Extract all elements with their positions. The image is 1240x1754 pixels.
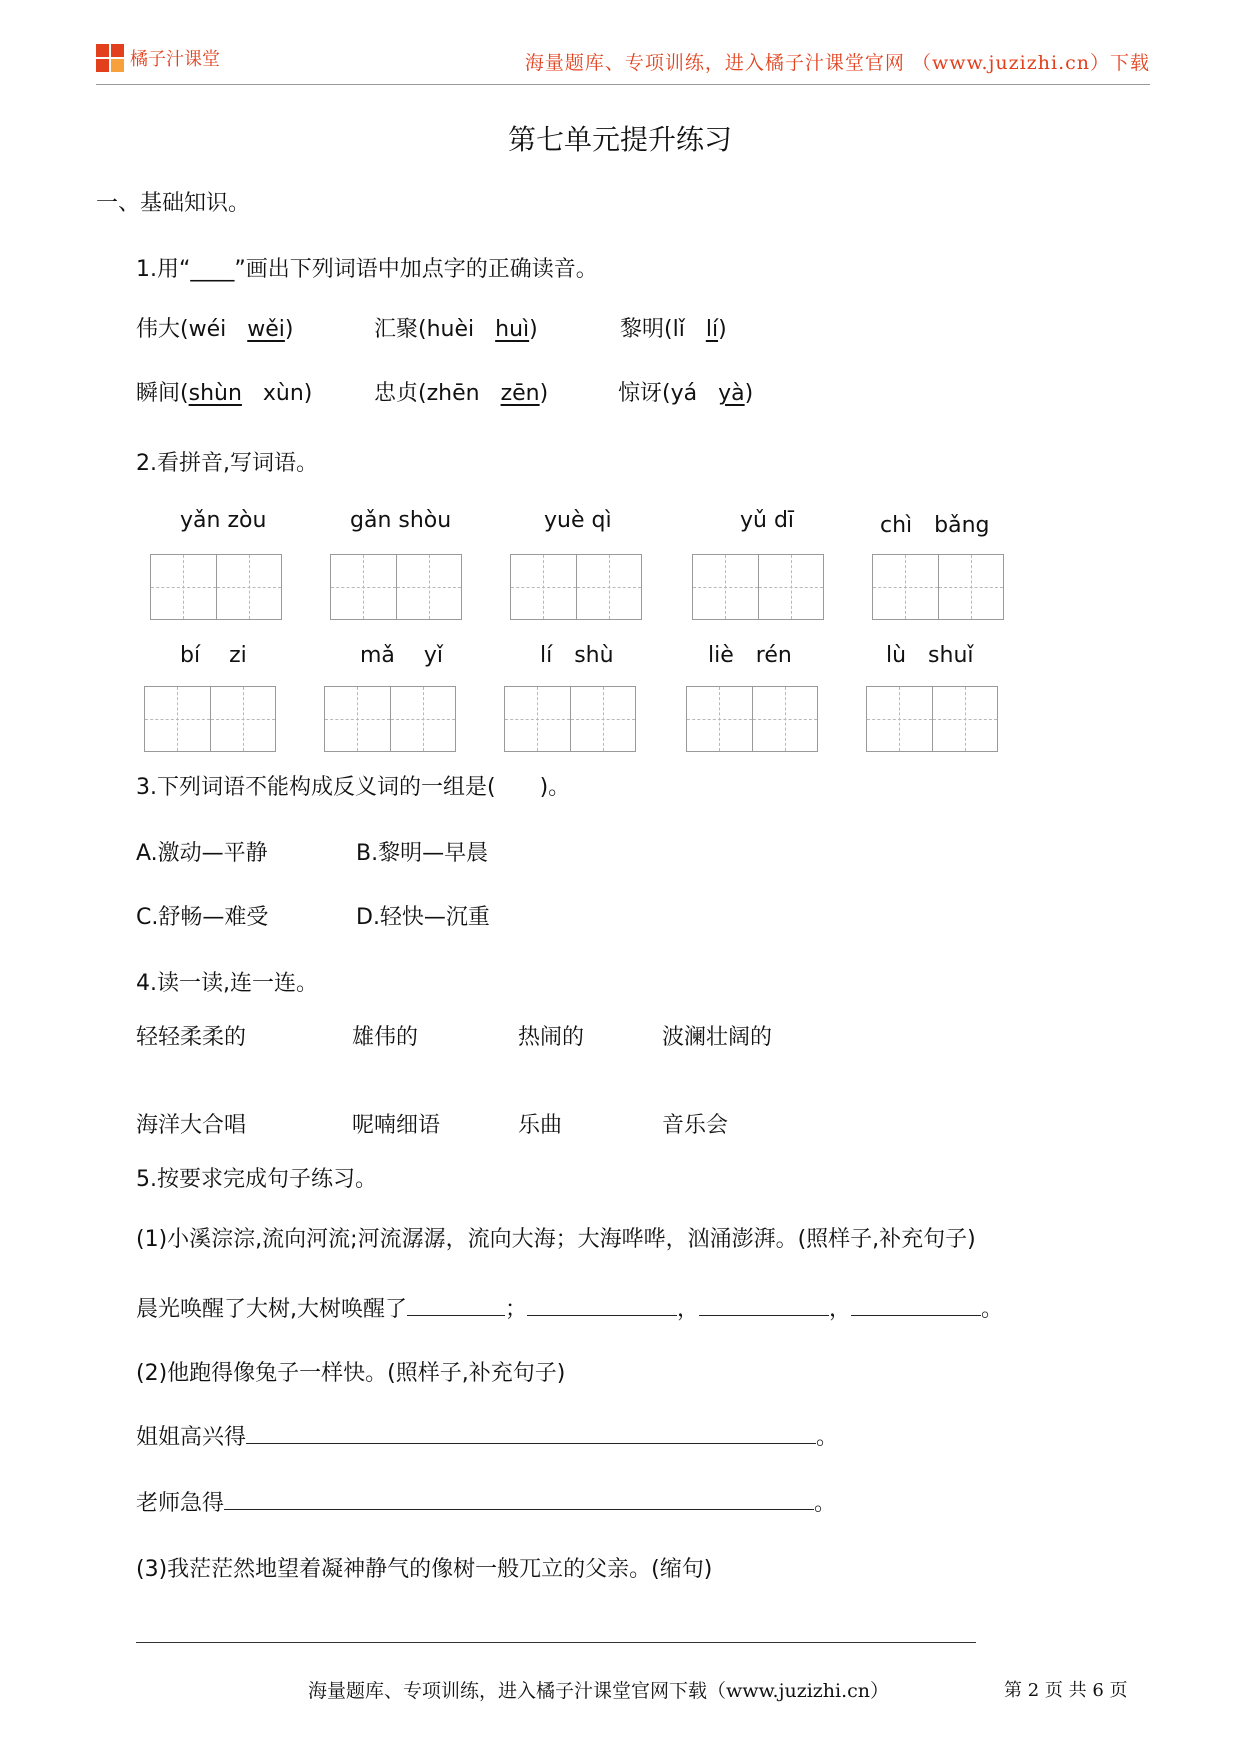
footer-text: 海量题库、专项训练，进入橘子汁课堂官网下载（www.juzizhi.cn） <box>308 1680 890 1702</box>
pinyin-label: lí shù <box>540 643 614 668</box>
answer-blank[interactable] <box>246 1423 816 1444</box>
answer-blank[interactable] <box>527 1295 677 1316</box>
match-right-item[interactable]: 呢喃细语 <box>352 1113 441 1138</box>
answer-blank[interactable] <box>699 1295 829 1316</box>
q1-item: 汇聚(huèi huì) <box>374 317 538 342</box>
writing-grid[interactable] <box>872 554 1004 620</box>
match-right-item[interactable]: 音乐会 <box>662 1113 729 1138</box>
pinyin-label: gǎn shòu <box>350 508 452 533</box>
logo-grid-icon <box>96 44 124 72</box>
q1-item: 惊讶(yá yà) <box>618 381 754 406</box>
writing-grid[interactable] <box>150 554 282 620</box>
writing-grid[interactable] <box>692 554 824 620</box>
q1-item: 伟大(wéi wěi) <box>136 317 294 342</box>
q5-fill-line-1: 晨光唤醒了大树,大树唤醒了 ； ， ， 。 <box>136 1297 1004 1322</box>
q3-option-b[interactable]: B.黎明—早晨 <box>356 841 489 866</box>
pinyin-label: bí zi <box>180 643 247 668</box>
q1-item: 黎明(lǐ lí) <box>620 317 727 342</box>
writing-grid[interactable] <box>144 686 276 752</box>
q4-prompt: 4.读一读,连一连。 <box>136 971 318 996</box>
q2-prompt: 2.看拼音,写词语。 <box>136 451 318 476</box>
page-number: 第 2 页 共 6 页 <box>1004 1680 1128 1701</box>
q5-sentence-3: (3)我茫茫然地望着凝神静气的像树一般兀立的父亲。(缩句) <box>136 1557 713 1582</box>
q5-sentence-1: (1)小溪淙淙,流向河流;河流潺潺，流向大海；大海哗哗，汹涌澎湃。(照样子,补充句子) <box>136 1227 976 1252</box>
section-heading: 一、基础知识。 <box>96 191 251 216</box>
page-title: 第七单元提升练习 <box>507 123 732 156</box>
q5-prompt: 5.按要求完成句子练习。 <box>136 1167 377 1192</box>
match-left-item[interactable]: 轻轻柔柔的 <box>136 1025 247 1050</box>
match-left-item[interactable]: 热闹的 <box>518 1025 585 1050</box>
answer-blank[interactable] <box>407 1295 505 1316</box>
writing-grid[interactable] <box>866 686 998 752</box>
pinyin-label: liè rén <box>708 643 792 668</box>
q5-sentence-2: (2)他跑得像兔子一样快。(照样子,补充句子) <box>136 1361 566 1386</box>
writing-grid[interactable] <box>330 554 462 620</box>
match-right-item[interactable]: 海洋大合唱 <box>136 1113 247 1138</box>
q1-item: 瞬间(shùn xùn) <box>136 381 313 406</box>
answer-blank[interactable] <box>851 1295 981 1316</box>
pinyin-label: yǎn zòu <box>180 508 267 533</box>
q5-fill-line-3: 老师急得 。 <box>136 1491 837 1516</box>
pinyin-label: mǎ yǐ <box>360 643 444 668</box>
q1-item: 忠贞(zhēn zēn) <box>374 381 549 406</box>
header-slogan: 海量题库、专项训练，进入橘子汁课堂官网 （www.juzizhi.cn）下载 <box>524 52 1150 74</box>
writing-grid[interactable] <box>510 554 642 620</box>
pinyin-label: yuè qì <box>544 508 612 533</box>
q3-prompt: 3.下列词语不能构成反义词的一组是( )。 <box>136 775 571 800</box>
logo-text: 橘子汁课堂 <box>130 49 220 70</box>
pinyin-label: yǔ dī <box>740 508 795 533</box>
q3-option-d[interactable]: D.轻快—沉重 <box>356 905 490 930</box>
match-right-item[interactable]: 乐曲 <box>518 1113 563 1138</box>
q3-option-a[interactable]: A.激动—平静 <box>136 841 268 866</box>
q3-option-c[interactable]: C.舒畅—难受 <box>136 905 269 930</box>
q1-prompt: 1.用“____”画出下列词语中加点字的正确读音。 <box>136 257 598 282</box>
answer-blank[interactable] <box>224 1489 814 1510</box>
writing-grid[interactable] <box>504 686 636 752</box>
header-divider <box>96 84 1150 85</box>
brand-logo[interactable] <box>96 44 220 72</box>
match-left-item[interactable]: 雄伟的 <box>352 1025 419 1050</box>
answer-line[interactable] <box>136 1642 976 1643</box>
pinyin-label: lù shuǐ <box>886 643 974 668</box>
q5-fill-line-2: 姐姐高兴得 。 <box>136 1425 839 1450</box>
pinyin-label: chì bǎng <box>880 513 990 538</box>
writing-grid[interactable] <box>324 686 456 752</box>
match-left-item[interactable]: 波澜壮阔的 <box>662 1025 773 1050</box>
writing-grid[interactable] <box>686 686 818 752</box>
